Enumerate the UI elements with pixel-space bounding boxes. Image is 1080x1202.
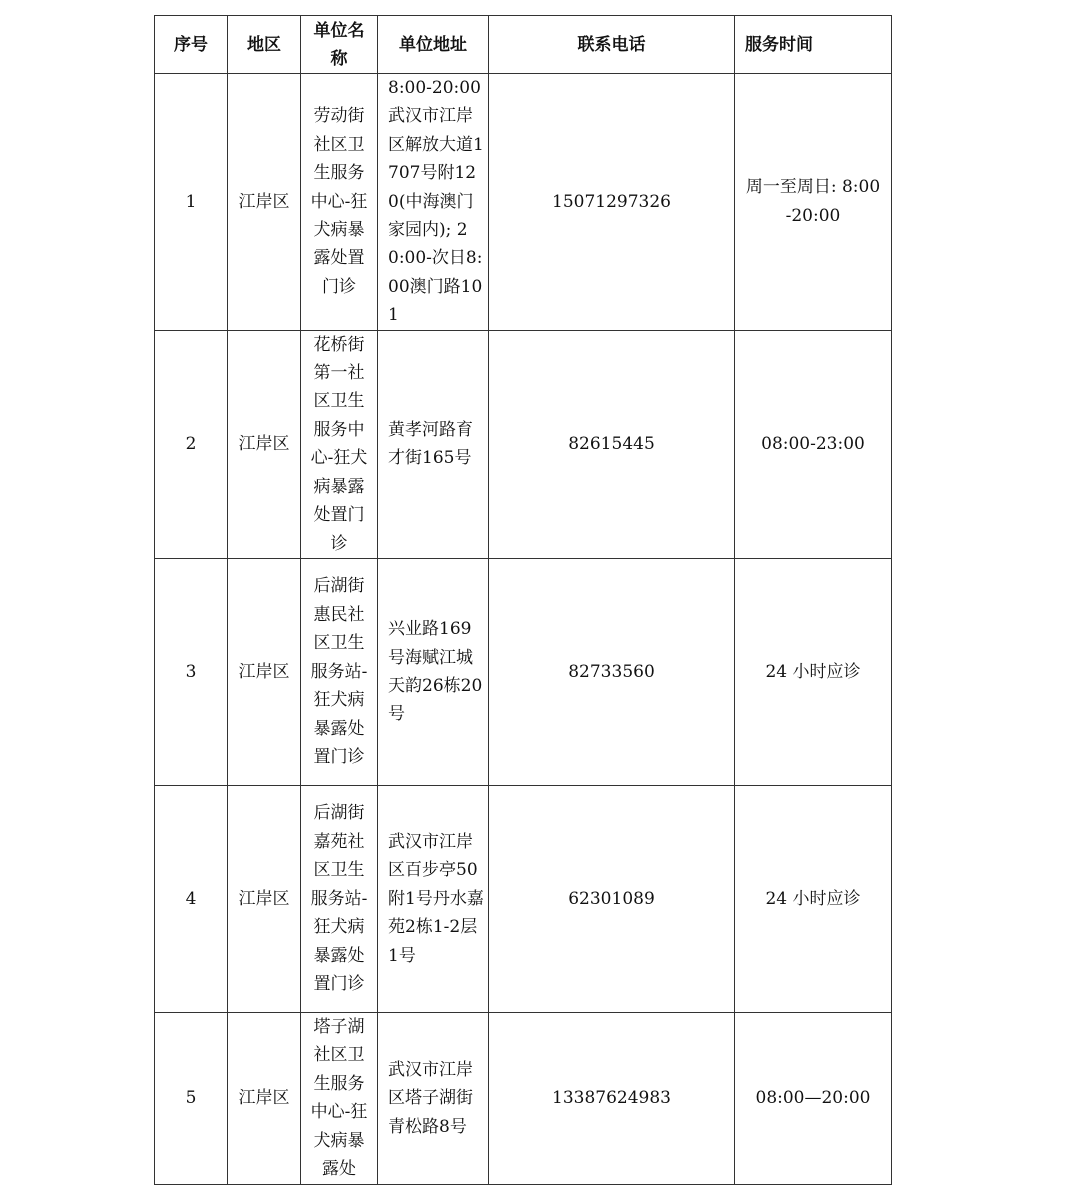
cell-hours-text: 周一至周日: 8:00-20:00 bbox=[745, 177, 881, 226]
table-row bbox=[155, 558, 892, 785]
cell-address bbox=[378, 74, 489, 331]
cell-hours: 24 小时应诊 bbox=[735, 785, 892, 1012]
cell-name-text: 后湖街嘉苑社区卫生服务站-狂犬病暴露处置门诊 bbox=[310, 803, 368, 994]
cell-name-text: 花桥街第一社区卫生服务中心-狂犬病暴露处置门诊 bbox=[310, 334, 368, 554]
cell-address bbox=[378, 1012, 489, 1184]
cell-area-text: 江岸区 bbox=[238, 191, 290, 212]
cell-hours bbox=[735, 74, 892, 331]
cell-name-text: 塔子湖社区卫生服务中心-狂犬病暴露处 bbox=[310, 1016, 368, 1179]
table-row bbox=[155, 1012, 892, 1184]
cell-address bbox=[378, 558, 489, 785]
cell-hours: 24 小时应诊 bbox=[735, 558, 892, 785]
header-phone: 联系电话 bbox=[489, 16, 735, 74]
header-area: 地区 bbox=[228, 16, 301, 74]
header-address: 单位地址 bbox=[378, 16, 489, 74]
cell-name bbox=[301, 558, 378, 785]
cell-no: 2 bbox=[155, 330, 228, 558]
cell-phone: 82615445 bbox=[489, 330, 735, 558]
cell-name bbox=[301, 1012, 378, 1184]
cell-area bbox=[228, 558, 301, 785]
cell-name-text: 后湖街惠民社区卫生服务站-狂犬病暴露处置门诊 bbox=[310, 576, 368, 767]
cell-name bbox=[301, 330, 378, 558]
header-no: 序号 bbox=[155, 16, 228, 74]
cell-area-text: 江岸区 bbox=[238, 434, 290, 455]
cell-phone: 15071297326 bbox=[489, 74, 735, 331]
cell-address bbox=[378, 785, 489, 1012]
cell-area-text: 江岸区 bbox=[238, 661, 290, 682]
cell-phone: 82733560 bbox=[489, 558, 735, 785]
cell-area bbox=[228, 330, 301, 558]
cell-area bbox=[228, 74, 301, 331]
cell-name bbox=[301, 74, 378, 331]
cell-address-text: 兴业路169号海赋江城天韵26栋20号 bbox=[388, 619, 483, 725]
cell-address-text: 黄孝河路育才街165号 bbox=[388, 419, 473, 469]
header-hours: 服务时间 bbox=[735, 16, 892, 74]
header-row bbox=[155, 16, 892, 74]
cell-area-text: 江岸区 bbox=[238, 888, 290, 909]
cell-no: 1 bbox=[155, 74, 228, 331]
cell-no: 3 bbox=[155, 558, 228, 785]
table-row bbox=[155, 330, 892, 558]
header-name: 单位名称 bbox=[301, 16, 378, 74]
cell-hours: 08:00-23:00 bbox=[735, 330, 892, 558]
cell-name-text: 劳动街社区卫生服务中心-狂犬病暴露处置门诊 bbox=[310, 106, 368, 297]
cell-no: 5 bbox=[155, 1012, 228, 1184]
clinic-table bbox=[154, 15, 892, 1185]
cell-name bbox=[301, 785, 378, 1012]
cell-hours: 08:00—20:00 bbox=[735, 1012, 892, 1184]
cell-area-text: 江岸区 bbox=[238, 1088, 290, 1109]
cell-area bbox=[228, 1012, 301, 1184]
cell-phone: 13387624983 bbox=[489, 1012, 735, 1184]
table-row bbox=[155, 74, 892, 331]
cell-address-text: 武汉市江岸区百步亭50附1号丹水嘉苑2栋1-2层1号 bbox=[388, 831, 484, 966]
cell-phone: 62301089 bbox=[489, 785, 735, 1012]
table-row bbox=[155, 785, 892, 1012]
cell-no: 4 bbox=[155, 785, 228, 1012]
cell-address-text: 武汉市江岸区塔子湖街青松路8号 bbox=[388, 1059, 473, 1137]
cell-address-text: 8:00-20:00 武汉市江岸区解放大道1707号附120(中海澳门家园内); 20:00-次日8:00澳门路101 bbox=[388, 78, 484, 326]
cell-address bbox=[378, 330, 489, 558]
cell-area bbox=[228, 785, 301, 1012]
